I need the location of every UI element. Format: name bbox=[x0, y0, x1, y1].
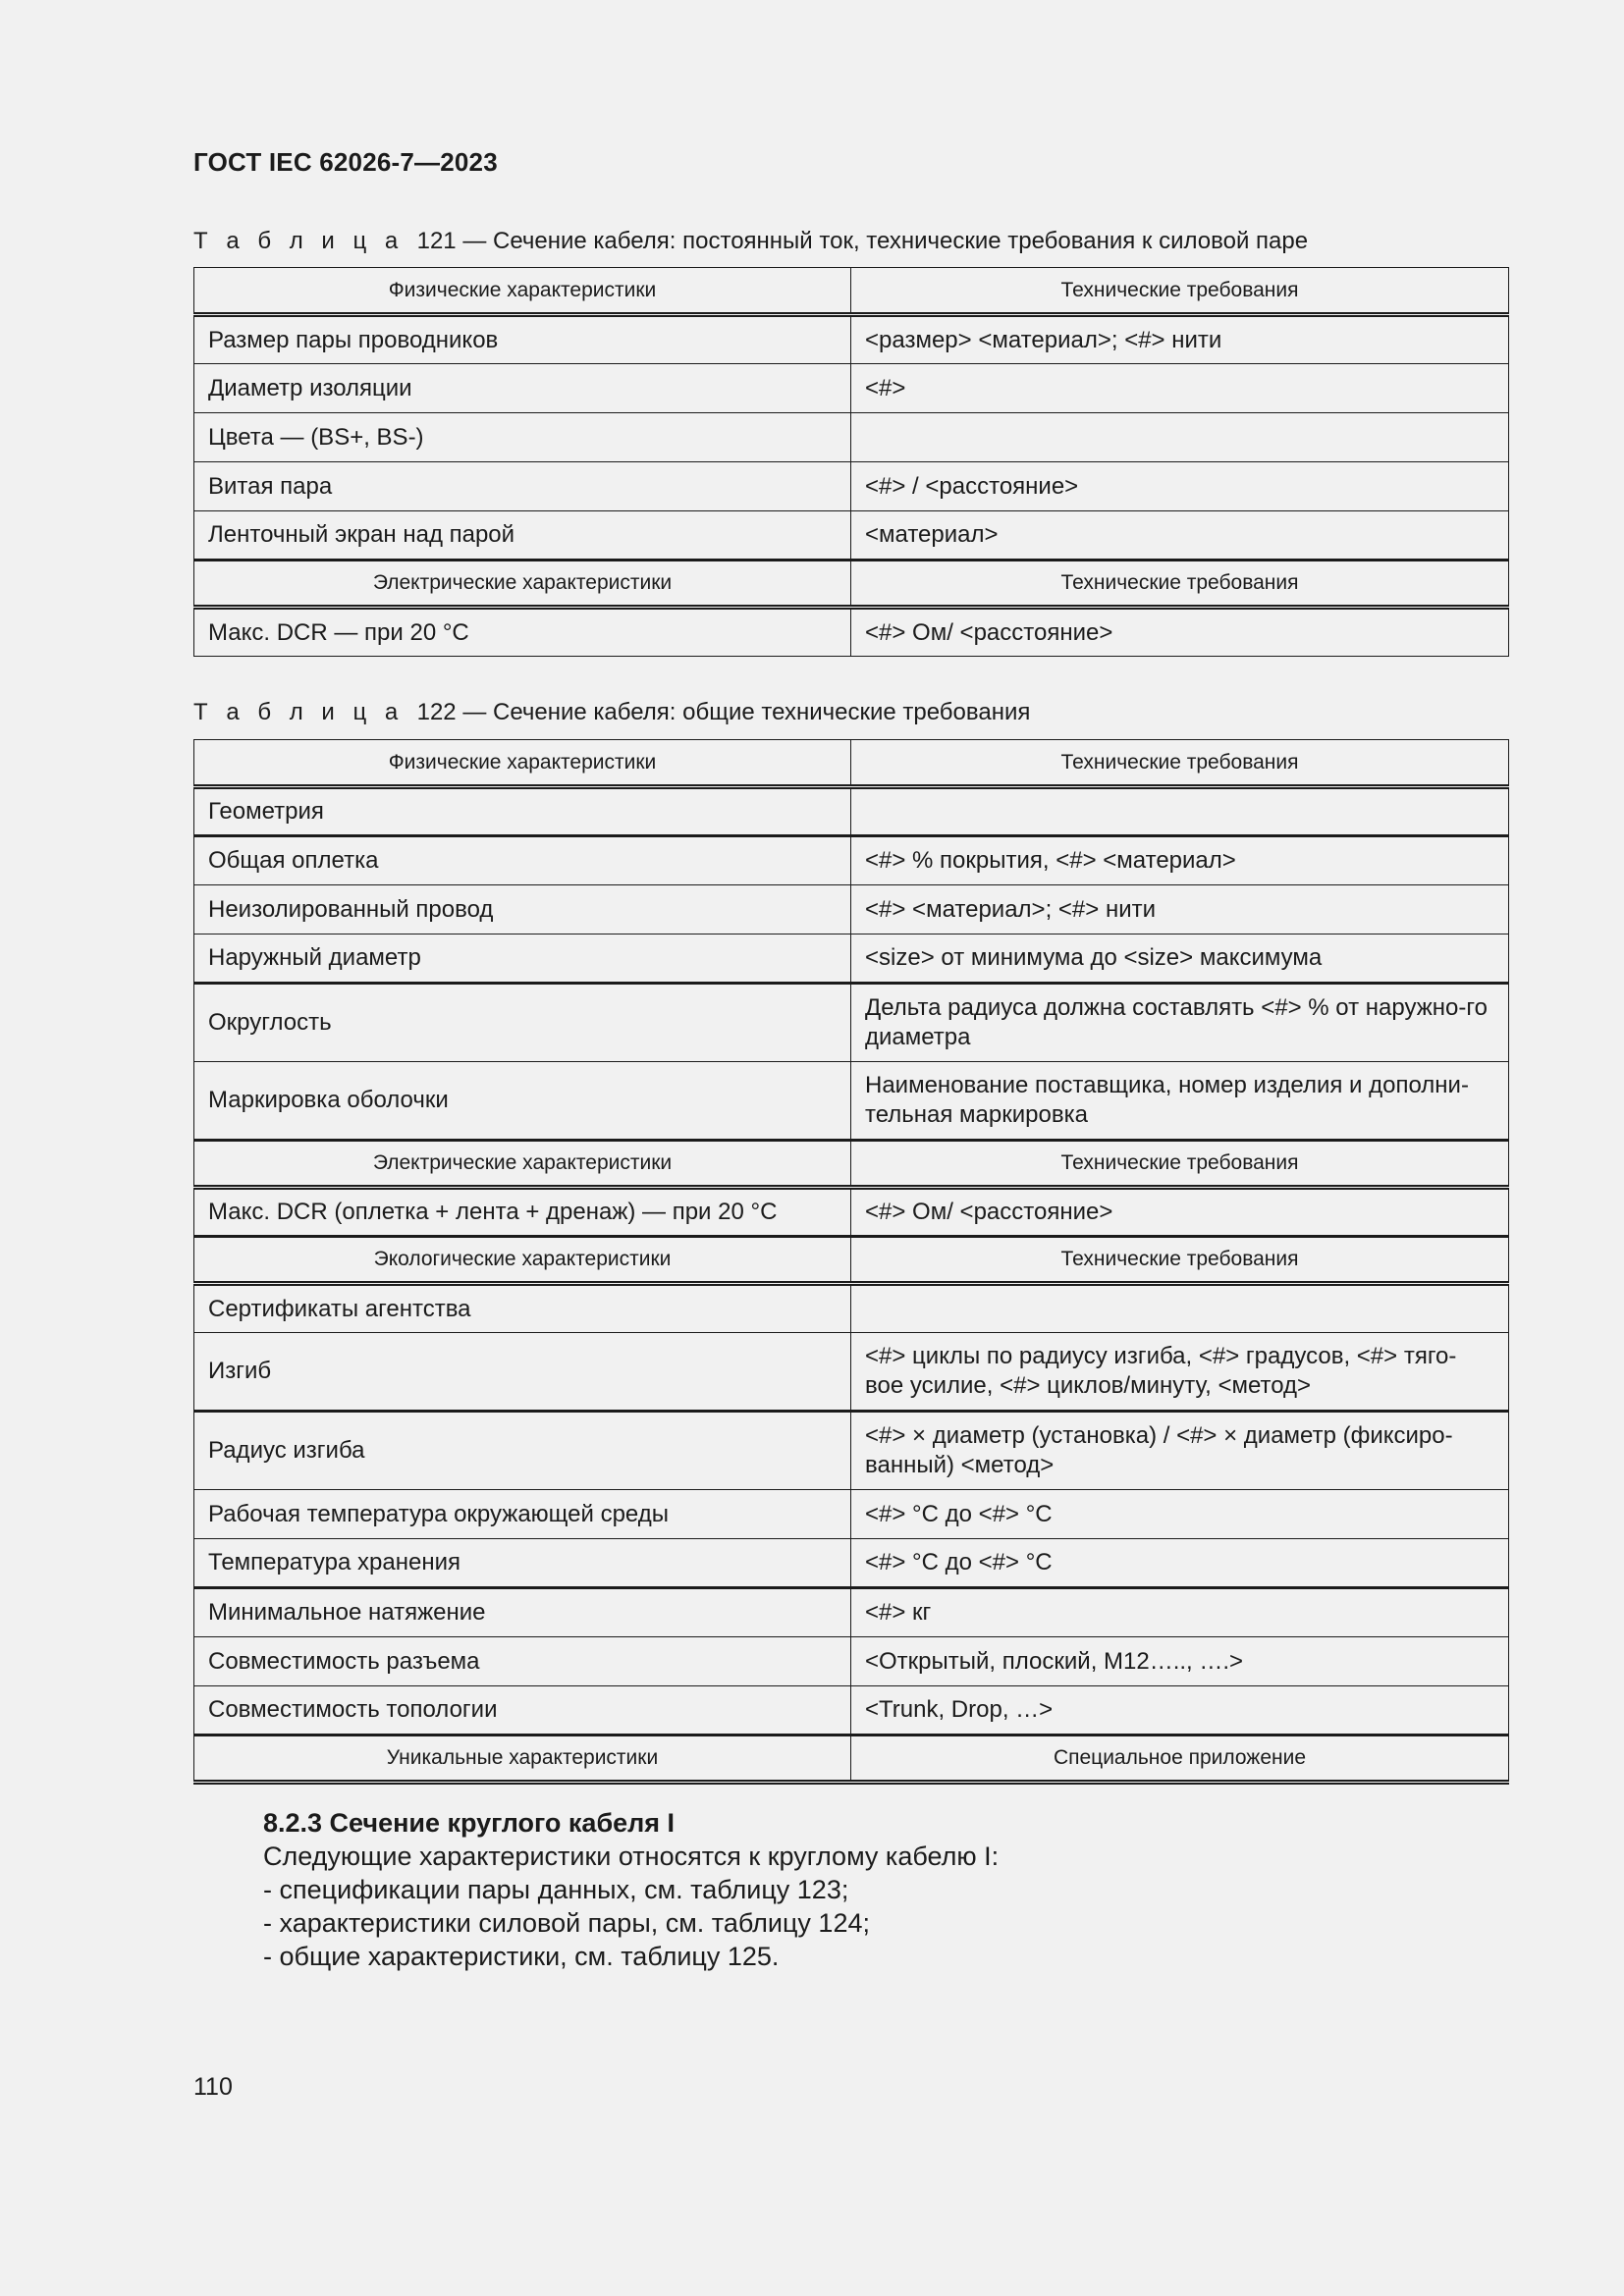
cell-name: Общая оплетка bbox=[194, 836, 851, 885]
cell-value: <#> % покрытия, <#> <материал> bbox=[851, 836, 1509, 885]
cell-value: <#> bbox=[851, 364, 1509, 413]
cell-name: Неизолированный провод bbox=[194, 885, 851, 934]
table-subheader-row bbox=[194, 1141, 1509, 1188]
cell-value: <материал> bbox=[851, 511, 1509, 561]
cell-value bbox=[851, 1284, 1509, 1333]
cell-value: Наименование поставщика, номер изделия и дополни-тельная маркировка bbox=[851, 1062, 1509, 1141]
table-row bbox=[194, 885, 1509, 934]
uniq-header: Уникальные характеристики bbox=[194, 1735, 851, 1783]
cell-name: Совместимость топологии bbox=[194, 1686, 851, 1735]
cell-name: Макс. DCR (оплетка + лента + дренаж) — при 20 °C bbox=[194, 1188, 851, 1237]
table-row bbox=[194, 462, 1509, 511]
table-row bbox=[194, 413, 1509, 462]
table-row bbox=[194, 315, 1509, 364]
table-row bbox=[194, 1539, 1509, 1588]
table-122-caption bbox=[193, 699, 1030, 726]
cell-name: Изгиб bbox=[194, 1333, 851, 1412]
cell-name: Рабочая температура окружающей среды bbox=[194, 1490, 851, 1539]
table-row bbox=[194, 984, 1509, 1062]
table-row bbox=[194, 934, 1509, 984]
req-header: Технические требования bbox=[851, 268, 1509, 315]
table-row bbox=[194, 364, 1509, 413]
elec-header: Электрические характеристики bbox=[194, 1141, 851, 1188]
cell-value: <#> Ом/ <расстояние> bbox=[851, 608, 1509, 657]
cell-name: Сертификаты агентства bbox=[194, 1284, 851, 1333]
list-item: - спецификации пары данных, см. таблицу 123; bbox=[263, 1875, 849, 1904]
cell-name: Температура хранения bbox=[194, 1539, 851, 1588]
cell-value: <#> циклы по радиусу изгиба, <#> градусов, <#> тяго-вое усилие, <#> циклов/минуту, <метод> bbox=[851, 1333, 1509, 1412]
cell-value bbox=[851, 787, 1509, 836]
cell-value: <#> × диаметр (установка) / <#> × диаметр (фиксиро-ванный) <метод> bbox=[851, 1412, 1509, 1490]
cell-name: Округлость bbox=[194, 984, 851, 1062]
table-header-row bbox=[194, 268, 1509, 315]
cell-name: Размер пары проводников bbox=[194, 315, 851, 364]
cell-name: Витая пара bbox=[194, 462, 851, 511]
table-row bbox=[194, 787, 1509, 836]
cell-name: Совместимость разъема bbox=[194, 1637, 851, 1686]
table-label: Т а б л и ц а bbox=[193, 228, 405, 254]
section-8-2-3 bbox=[263, 1806, 999, 1973]
cell-value: <#> / <расстояние> bbox=[851, 462, 1509, 511]
eco-req-header: Технические требования bbox=[851, 1237, 1509, 1284]
table-row bbox=[194, 1062, 1509, 1141]
cell-name: Маркировка оболочки bbox=[194, 1062, 851, 1141]
cell-name: Макс. DCR — при 20 °C bbox=[194, 608, 851, 657]
cell-value: <size> от минимума до <size> максимума bbox=[851, 934, 1509, 984]
cell-name: Наружный диаметр bbox=[194, 934, 851, 984]
cell-value: <Открытый, плоский, M12….., ….> bbox=[851, 1637, 1509, 1686]
table-row bbox=[194, 1188, 1509, 1237]
list-item: - характеристики силовой пары, см. таблицу 124; bbox=[263, 1908, 870, 1938]
table-row bbox=[194, 1686, 1509, 1735]
cell-value: <#> Ом/ <расстояние> bbox=[851, 1188, 1509, 1237]
req-header: Технические требования bbox=[851, 740, 1509, 787]
uniq-req-header: Специальное приложение bbox=[851, 1735, 1509, 1783]
cell-value: <размер> <материал>; <#> нити bbox=[851, 315, 1509, 364]
cell-value: <#> °C до <#> °C bbox=[851, 1490, 1509, 1539]
table-subheader-row bbox=[194, 1237, 1509, 1284]
table-row bbox=[194, 1637, 1509, 1686]
phys-header: Физические характеристики bbox=[194, 740, 851, 787]
cell-value: <Trunk, Drop, …> bbox=[851, 1686, 1509, 1735]
table-header-row bbox=[194, 740, 1509, 787]
document-id: ГОСТ IEC 62026-7—2023 bbox=[193, 147, 498, 177]
cell-name: Радиус изгиба bbox=[194, 1412, 851, 1490]
section-intro: Следующие характеристики относятся к круглому кабелю I: bbox=[263, 1842, 1000, 1871]
table-row bbox=[194, 836, 1509, 885]
table-row bbox=[194, 1284, 1509, 1333]
table-subheader-row bbox=[194, 1735, 1509, 1783]
elec-req-header: Технические требования bbox=[851, 561, 1509, 608]
cell-name: Диаметр изоляции bbox=[194, 364, 851, 413]
table-row bbox=[194, 511, 1509, 561]
table-row bbox=[194, 1490, 1509, 1539]
elec-req-header: Технические требования bbox=[851, 1141, 1509, 1188]
table-122 bbox=[193, 739, 1509, 1785]
table-row bbox=[194, 1412, 1509, 1490]
table-row bbox=[194, 1333, 1509, 1412]
cell-value: Дельта радиуса должна составлять <#> % от наружно-го диаметра bbox=[851, 984, 1509, 1062]
cell-value bbox=[851, 413, 1509, 462]
phys-header: Физические характеристики bbox=[194, 268, 851, 315]
elec-header: Электрические характеристики bbox=[194, 561, 851, 608]
eco-header: Экологические характеристики bbox=[194, 1237, 851, 1284]
cell-value: <#> кг bbox=[851, 1588, 1509, 1637]
cell-value: <#> <материал>; <#> нити bbox=[851, 885, 1509, 934]
table-121 bbox=[193, 267, 1509, 657]
list-item: - общие характеристики, см. таблицу 125. bbox=[263, 1942, 780, 1971]
table-121-caption bbox=[193, 228, 1308, 255]
table-label: Т а б л и ц а bbox=[193, 699, 405, 725]
cell-name: Минимальное натяжение bbox=[194, 1588, 851, 1637]
cell-name: Ленточный экран над парой bbox=[194, 511, 851, 561]
page-number: 110 bbox=[193, 2073, 233, 2101]
table-row bbox=[194, 608, 1509, 657]
table-subheader-row bbox=[194, 561, 1509, 608]
table-row bbox=[194, 1588, 1509, 1637]
table-title: 121 — Сечение кабеля: постоянный ток, технические требования к силовой паре bbox=[416, 228, 1309, 254]
cell-name: Цвета — (BS+, BS-) bbox=[194, 413, 851, 462]
table-title: 122 — Сечение кабеля: общие технические требования bbox=[416, 699, 1031, 725]
section-title: 8.2.3 Сечение круглого кабеля I bbox=[263, 1808, 676, 1838]
cell-name: Геометрия bbox=[194, 787, 851, 836]
cell-value: <#> °C до <#> °C bbox=[851, 1539, 1509, 1588]
